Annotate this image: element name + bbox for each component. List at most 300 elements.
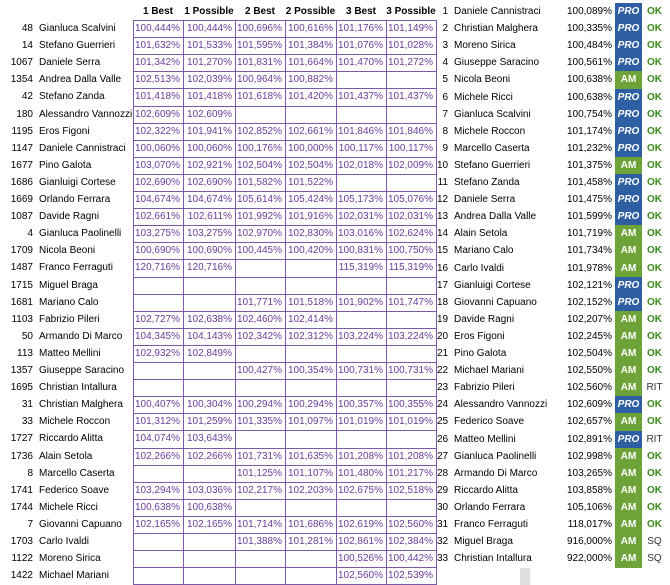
lap-value-cell[interactable]: 101,149% (387, 23, 433, 34)
lap-value-cell[interactable] (183, 379, 235, 396)
lap-value-cell[interactable]: 100,638% (186, 501, 232, 513)
ranking-value: 100,638% (566, 91, 612, 103)
lap-value-cell[interactable]: 102,165% (186, 518, 232, 530)
lap-value-cell[interactable]: 101,418% (186, 91, 232, 103)
lap-value-cell[interactable]: 100,964% (236, 74, 282, 86)
ranking-driver-name: Michele Ricci (454, 91, 513, 103)
lap-value-cell[interactable]: 105,424% (287, 194, 333, 205)
ranking-driver-name: Gianluca Paolinelli (454, 450, 537, 462)
lap-value-cell[interactable]: 102,513% (134, 74, 180, 86)
lap-value-cell[interactable] (336, 379, 386, 396)
lap-value-cell[interactable] (285, 345, 336, 362)
category-badge: PRO (615, 37, 642, 55)
lap-value-cell[interactable]: 103,036% (186, 484, 232, 496)
lap-value-cell[interactable]: 102,031% (387, 211, 433, 223)
category-badge: AM (615, 71, 642, 89)
ranking-driver-name: Alain Setola (454, 228, 508, 240)
rank-number: 19 (437, 313, 449, 325)
lap-value-cell[interactable]: 100,831% (337, 245, 383, 257)
lap-value-cell[interactable]: 101,019% (337, 416, 383, 428)
column-header[interactable]: 1 Best (142, 6, 173, 17)
lap-value-cell[interactable]: 100,117% (338, 142, 383, 154)
lap-value-cell[interactable]: 103,016% (337, 228, 383, 240)
status-cell: OK (647, 125, 662, 137)
status-cell: OK (647, 416, 662, 428)
driver-name: Armando Di Marco (39, 330, 123, 342)
driver-name: Gianluca Scalvini (39, 23, 116, 34)
lap-value-cell[interactable]: 100,444% (186, 23, 232, 34)
lap-value-cell[interactable]: 102,384% (387, 536, 433, 547)
ranking-value: 102,121% (566, 279, 612, 291)
lap-value-cell[interactable]: 101,208% (337, 450, 383, 462)
lap-value-cell[interactable]: 101,281% (287, 536, 333, 547)
lap-value-cell[interactable]: 102,932% (134, 347, 180, 359)
lap-value-cell[interactable]: 101,312% (134, 416, 180, 428)
lap-value-cell[interactable]: 120,716% (186, 262, 232, 274)
lap-value-cell[interactable] (386, 106, 436, 123)
driver-name: Davide Ragni (39, 211, 100, 223)
lap-value-cell[interactable] (386, 174, 436, 191)
rank-number: 29 (437, 484, 449, 496)
lap-value-cell[interactable] (386, 379, 436, 396)
lap-value-cell[interactable]: 102,921% (186, 159, 232, 171)
status-cell: OK (647, 245, 662, 257)
lap-value-cell[interactable]: 102,504% (287, 159, 333, 171)
lap-value-cell[interactable]: 100,294% (236, 399, 282, 411)
lap-value-cell[interactable]: 102,203% (287, 484, 333, 496)
rank-number: 10 (437, 159, 449, 171)
rank-number: 4 (442, 57, 448, 69)
driver-number: 14 (21, 40, 33, 52)
driver-name: Eros Figoni (39, 125, 90, 137)
lap-value-cell[interactable]: 101,664% (287, 57, 333, 69)
lap-value-cell[interactable]: 120,716% (134, 262, 180, 274)
lap-value-cell[interactable]: 102,830% (287, 228, 333, 240)
lap-value-cell[interactable]: 102,539% (387, 570, 433, 582)
ranking-driver-name: Orlando Ferrara (454, 501, 526, 513)
lap-value-cell[interactable] (235, 379, 285, 396)
lap-value-cell[interactable] (183, 362, 235, 379)
lap-value-cell[interactable]: 103,275% (134, 228, 180, 240)
rank-number: 2 (442, 23, 448, 35)
grid-column-line (133, 20, 134, 585)
lap-value-cell[interactable]: 102,611% (187, 211, 232, 223)
column-header[interactable]: 3 Possible (386, 6, 436, 17)
lap-value-cell[interactable] (133, 362, 183, 379)
lap-value-cell[interactable]: 103,275% (186, 228, 232, 240)
lap-value-cell[interactable]: 101,437% (337, 91, 383, 103)
lap-value-cell[interactable] (235, 259, 285, 276)
lap-value-cell[interactable] (235, 277, 285, 294)
lap-value-cell[interactable]: 100,427% (236, 365, 282, 376)
lap-value-cell[interactable]: 102,675% (337, 484, 383, 496)
lap-value-cell[interactable] (133, 550, 183, 567)
ranking-driver-name: Daniele Cannistraci (454, 6, 541, 17)
lap-value-cell[interactable]: 101,125% (236, 467, 282, 479)
category-badge: PRO (615, 431, 642, 449)
lap-value-cell[interactable] (183, 465, 235, 482)
lap-value-cell[interactable]: 101,831% (236, 57, 282, 69)
lap-value-cell[interactable]: 100,442% (387, 553, 433, 565)
lap-value-cell[interactable]: 102,560% (387, 518, 433, 530)
lap-value-cell[interactable]: 100,696% (236, 23, 282, 34)
lap-value-cell[interactable]: 102,039% (186, 74, 232, 86)
lap-value-cell[interactable] (133, 533, 183, 550)
driver-number: 4 (27, 228, 33, 240)
lap-value-cell[interactable] (285, 567, 336, 584)
status-cell: OK (647, 467, 662, 479)
lap-value-cell[interactable]: 102,031% (337, 211, 383, 223)
ranking-value: 102,152% (566, 296, 612, 308)
driver-number: 8 (27, 467, 33, 479)
lap-value-cell[interactable]: 101,342% (134, 57, 180, 69)
category-badge: PRO (615, 277, 642, 295)
lap-value-cell[interactable]: 102,624% (387, 228, 433, 240)
lap-value-cell[interactable] (183, 550, 235, 567)
lap-value-cell[interactable]: 102,861% (337, 536, 383, 547)
lap-value-cell[interactable] (285, 277, 336, 294)
driver-name: Miguel Braga (39, 279, 98, 291)
lap-value-cell[interactable] (336, 311, 386, 328)
lap-value-cell[interactable] (183, 294, 235, 311)
lap-value-cell[interactable]: 102,018% (337, 159, 383, 171)
horizontal-scrollbar[interactable] (520, 568, 530, 585)
lap-value-cell[interactable]: 100,176% (236, 142, 282, 154)
lap-value-cell[interactable]: 101,259% (186, 416, 232, 428)
lap-value-cell[interactable]: 101,902% (337, 296, 383, 308)
column-header[interactable]: 2 Best (244, 6, 275, 17)
lap-value-cell[interactable]: 100,690% (186, 245, 232, 257)
rank-number: 12 (437, 194, 449, 206)
lap-value-cell[interactable]: 104,074% (134, 433, 180, 445)
driver-name: Stefano Zanda (39, 91, 105, 103)
lap-value-cell[interactable]: 101,335% (236, 416, 282, 428)
ranking-driver-name: Michele Roccon (454, 125, 526, 137)
lap-value-cell[interactable]: 100,731% (337, 365, 383, 376)
lap-value-cell[interactable] (386, 345, 436, 362)
lap-value-cell[interactable]: 102,638% (186, 313, 232, 325)
grid-column-line (386, 20, 387, 585)
category-badge: PRO (615, 396, 642, 414)
lap-value-cell[interactable] (285, 430, 336, 447)
ranking-value: 100,561% (566, 57, 612, 69)
category-badge: AM (615, 362, 642, 380)
ranking-driver-name: Carlo Ivaldi (454, 262, 505, 274)
lap-value-cell[interactable] (336, 106, 386, 123)
lap-value-cell[interactable]: 101,846% (337, 125, 383, 137)
lap-value-cell[interactable]: 101,635% (287, 450, 333, 462)
rank-number: 1 (442, 6, 448, 17)
ranking-driver-name: Davide Ragni (454, 313, 515, 325)
lap-value-cell[interactable]: 101,176% (337, 23, 383, 34)
lap-value-cell[interactable]: 102,690% (134, 176, 180, 188)
ranking-value: 102,998% (566, 450, 612, 462)
lap-value-cell[interactable]: 103,070% (134, 159, 180, 171)
lap-value-cell[interactable]: 105,614% (236, 194, 282, 205)
lap-value-cell[interactable]: 102,266% (134, 450, 180, 462)
lap-value-cell[interactable]: 100,638% (134, 501, 180, 513)
lap-value-cell[interactable] (235, 430, 285, 447)
lap-value-cell[interactable]: 101,916% (287, 211, 333, 223)
lap-value-cell[interactable] (285, 499, 336, 516)
column-header[interactable]: 2 Possible (285, 6, 336, 17)
lap-value-cell[interactable]: 101,632% (134, 40, 180, 52)
lap-value-cell[interactable]: 101,518% (287, 296, 333, 308)
ranking-value: 101,734% (566, 245, 612, 257)
status-cell: OK (647, 159, 662, 171)
lap-value-cell[interactable]: 100,526% (337, 553, 383, 565)
lap-value-cell[interactable] (285, 550, 336, 567)
lap-value-cell[interactable]: 101,470% (337, 57, 383, 69)
lap-value-cell[interactable]: 101,714% (236, 518, 282, 530)
lap-value-cell[interactable]: 100,407% (134, 399, 180, 411)
lap-value-cell[interactable]: 103,224% (337, 330, 383, 342)
lap-value-cell[interactable]: 101,533% (186, 40, 232, 52)
lap-value-cell[interactable]: 102,609% (186, 108, 232, 120)
ranking-driver-name: Nicola Beoni (454, 74, 511, 86)
grid-column-line (336, 20, 337, 585)
status-cell: RIT (646, 433, 663, 445)
column-header[interactable]: 3 Best (345, 6, 376, 17)
lap-value-cell[interactable]: 101,217% (387, 467, 433, 479)
lap-value-cell[interactable]: 102,852% (236, 125, 282, 137)
lap-value-cell[interactable]: 102,609% (134, 108, 180, 120)
lap-value-cell[interactable] (386, 277, 436, 294)
lap-value-cell[interactable] (336, 345, 386, 362)
lap-value-cell[interactable]: 101,107% (287, 467, 333, 479)
lap-value-cell[interactable] (336, 499, 386, 516)
lap-value-cell[interactable]: 103,294% (134, 484, 180, 496)
lap-value-cell[interactable]: 101,208% (387, 450, 433, 462)
driver-number: 1695 (10, 382, 33, 394)
lap-value-cell[interactable]: 102,217% (236, 484, 282, 496)
lap-value-cell[interactable]: 101,019% (387, 416, 433, 428)
lap-value-cell[interactable]: 102,661% (134, 211, 180, 223)
status-cell: OK (647, 365, 662, 377)
ranking-value: 101,232% (566, 142, 612, 154)
lap-value-cell[interactable]: 101,846% (387, 125, 433, 137)
driver-number: 50 (21, 330, 33, 342)
lap-value-cell[interactable] (336, 71, 386, 88)
ranking-value: 102,560% (566, 382, 612, 394)
lap-value-cell[interactable] (386, 499, 436, 516)
ranking-driver-name: Alessandro Vannozzi (454, 399, 548, 411)
ranking-value: 916,000% (566, 536, 612, 548)
ranking-driver-name: Giovanni Capuano (454, 296, 537, 308)
lap-value-cell[interactable]: 102,165% (134, 518, 180, 530)
lap-value-cell[interactable]: 102,849% (186, 347, 232, 359)
lap-value-cell[interactable]: 100,690% (134, 245, 180, 257)
status-cell: OK (647, 23, 662, 35)
driver-name: Christian Intallura (39, 382, 117, 394)
lap-value-cell[interactable]: 101,992% (236, 211, 282, 223)
lap-value-cell[interactable]: 102,560% (337, 570, 383, 582)
lap-value-cell[interactable]: 100,117% (388, 142, 433, 154)
lap-value-cell[interactable]: 105,173% (337, 194, 383, 205)
lap-value-cell[interactable]: 101,480% (337, 467, 383, 479)
lap-value-cell[interactable]: 104,674% (186, 194, 232, 205)
lap-value-cell[interactable]: 100,294% (287, 399, 333, 411)
status-cell: OK (647, 142, 662, 154)
lap-value-cell[interactable]: 101,618% (236, 91, 282, 103)
lap-value-cell[interactable]: 115,319% (388, 262, 433, 274)
driver-number: 1715 (10, 279, 33, 291)
lap-value-cell[interactable]: 100,444% (134, 23, 180, 34)
lap-value-cell[interactable]: 101,522% (287, 176, 333, 188)
status-cell: OK (647, 91, 662, 103)
lap-value-cell[interactable]: 102,312% (287, 330, 333, 342)
lap-value-cell[interactable]: 100,445% (236, 245, 282, 257)
lap-value-cell[interactable]: 101,747% (387, 296, 433, 308)
lap-value-cell[interactable]: 102,342% (236, 330, 282, 342)
lap-value-cell[interactable]: 100,750% (387, 245, 433, 257)
category-badge: AM (615, 465, 642, 483)
category-badge: PRO (615, 208, 642, 226)
lap-value-cell[interactable]: 103,643% (186, 433, 232, 445)
lap-value-cell[interactable]: 100,731% (387, 365, 433, 376)
rank-number: 14 (437, 228, 449, 240)
lap-value-cell[interactable]: 102,661% (287, 125, 333, 137)
rank-number: 32 (437, 536, 449, 548)
lap-value-cell[interactable]: 102,266% (186, 450, 232, 462)
lap-value-cell[interactable]: 100,060% (134, 142, 180, 154)
lap-value-cell[interactable]: 102,970% (236, 228, 282, 240)
ranking-driver-name: Christian Malghera (454, 23, 538, 35)
ranking-driver-name: Giuseppe Saracino (454, 57, 540, 69)
lap-value-cell[interactable]: 103,224% (387, 330, 433, 342)
category-badge: PRO (615, 54, 642, 72)
driver-name: Michele Roccon (39, 416, 111, 428)
rank-number: 7 (442, 108, 448, 120)
lap-value-cell[interactable] (133, 379, 183, 396)
lap-value-cell[interactable]: 100,420% (287, 245, 333, 257)
lap-value-cell[interactable]: 102,322% (134, 125, 180, 137)
lap-value-cell[interactable] (386, 430, 436, 447)
ranking-driver-name: Andrea Dalla Valle (454, 211, 537, 223)
lap-value-cell[interactable]: 100,616% (287, 23, 333, 34)
lap-value-cell[interactable]: 102,009% (387, 159, 433, 171)
lap-value-cell[interactable] (336, 277, 386, 294)
driver-name: Michael Mariani (39, 570, 110, 582)
lap-value-cell[interactable]: 104,143% (186, 330, 232, 342)
driver-number: 1087 (10, 211, 33, 223)
lap-value-cell[interactable]: 101,270% (186, 57, 232, 69)
driver-number: 48 (21, 23, 33, 34)
lap-value-cell[interactable]: 115,319% (338, 262, 383, 274)
lap-value-cell[interactable] (133, 277, 183, 294)
lap-value-cell[interactable] (386, 311, 436, 328)
lap-value-cell[interactable]: 100,060% (186, 142, 232, 154)
lap-value-cell[interactable]: 101,771% (236, 296, 282, 308)
lap-value-cell[interactable]: 100,355% (387, 399, 433, 411)
lap-value-cell[interactable] (235, 345, 285, 362)
lap-value-cell[interactable]: 101,388% (236, 536, 282, 547)
lap-value-cell[interactable] (183, 533, 235, 550)
lap-value-cell[interactable]: 101,272% (387, 57, 433, 69)
lap-value-cell[interactable]: 101,686% (287, 518, 333, 530)
lap-value-cell[interactable]: 100,882% (287, 74, 333, 86)
grid-column-line (285, 20, 286, 585)
lap-value-cell[interactable]: 101,437% (387, 91, 433, 103)
driver-name: Moreno Sirica (39, 553, 101, 565)
rank-number: 5 (442, 74, 448, 86)
driver-number: 1122 (11, 553, 33, 565)
lap-value-cell[interactable] (336, 174, 386, 191)
lap-value-cell[interactable]: 104,674% (134, 194, 180, 205)
lap-value-cell[interactable]: 100,357% (337, 399, 383, 411)
status-cell: SQ (647, 553, 662, 565)
status-cell: OK (647, 211, 662, 223)
lap-value-cell[interactable]: 102,518% (387, 484, 433, 496)
lap-value-cell[interactable] (235, 106, 285, 123)
lap-value-cell[interactable]: 102,727% (134, 313, 180, 325)
ranking-value: 102,657% (566, 416, 612, 428)
lap-value-cell[interactable]: 101,028% (387, 40, 433, 52)
lap-value-cell[interactable] (133, 567, 183, 584)
rank-number: 26 (437, 433, 449, 445)
lap-value-cell[interactable] (235, 550, 285, 567)
rank-number: 24 (437, 399, 449, 411)
lap-value-cell[interactable]: 100,000% (287, 142, 333, 154)
driver-number: 1681 (10, 296, 33, 308)
status-cell: OK (647, 74, 662, 86)
ranking-driver-name: Marcello Caserta (454, 142, 530, 154)
lap-value-cell[interactable]: 101,418% (134, 91, 180, 103)
lap-value-cell[interactable]: 102,414% (287, 313, 333, 325)
lap-value-cell[interactable]: 101,420% (287, 91, 333, 103)
lap-value-cell[interactable]: 102,504% (236, 159, 282, 171)
lap-value-cell[interactable]: 101,731% (236, 450, 282, 462)
status-cell: OK (647, 177, 662, 188)
rank-number: 8 (442, 125, 448, 137)
ranking-value: 100,089% (566, 6, 612, 17)
lap-value-cell[interactable] (133, 294, 183, 311)
lap-value-cell[interactable] (336, 430, 386, 447)
lap-value-cell[interactable]: 102,460% (236, 313, 282, 325)
lap-value-cell[interactable]: 101,384% (287, 40, 333, 52)
lap-value-cell[interactable] (386, 71, 436, 88)
lap-value-cell[interactable]: 102,690% (186, 176, 232, 188)
status-cell: OK (647, 194, 662, 206)
lap-value-cell[interactable] (285, 379, 336, 396)
driver-name: Franco Ferraguti (39, 262, 113, 274)
category-badge: AM (615, 448, 642, 466)
lap-value-cell[interactable]: 104,345% (134, 330, 180, 342)
lap-value-cell[interactable] (285, 106, 336, 123)
ranking-value: 100,335% (566, 23, 612, 35)
lap-value-cell[interactable]: 105,076% (387, 194, 433, 205)
lap-value-cell[interactable]: 100,354% (287, 365, 333, 376)
lap-value-cell[interactable]: 101,076% (337, 40, 383, 52)
grid-column-line (235, 20, 236, 585)
lap-value-cell[interactable] (235, 499, 285, 516)
lap-value-cell[interactable] (235, 567, 285, 584)
status-cell: OK (647, 519, 662, 530)
lap-value-cell[interactable]: 102,619% (337, 518, 383, 530)
lap-value-cell[interactable]: 101,941% (186, 125, 232, 137)
driver-number: 1147 (11, 142, 33, 154)
lap-value-cell[interactable] (183, 567, 235, 584)
driver-number: 1103 (11, 313, 33, 325)
lap-value-cell[interactable] (285, 259, 336, 276)
lap-value-cell[interactable]: 101,097% (287, 416, 333, 428)
lap-value-cell[interactable] (183, 277, 235, 294)
lap-value-cell[interactable]: 100,304% (186, 399, 232, 411)
lap-value-cell[interactable] (133, 465, 183, 482)
lap-value-cell[interactable]: 101,595% (236, 40, 282, 52)
column-header[interactable]: 1 Possible (184, 6, 234, 17)
lap-value-cell[interactable]: 101,582% (236, 176, 282, 188)
